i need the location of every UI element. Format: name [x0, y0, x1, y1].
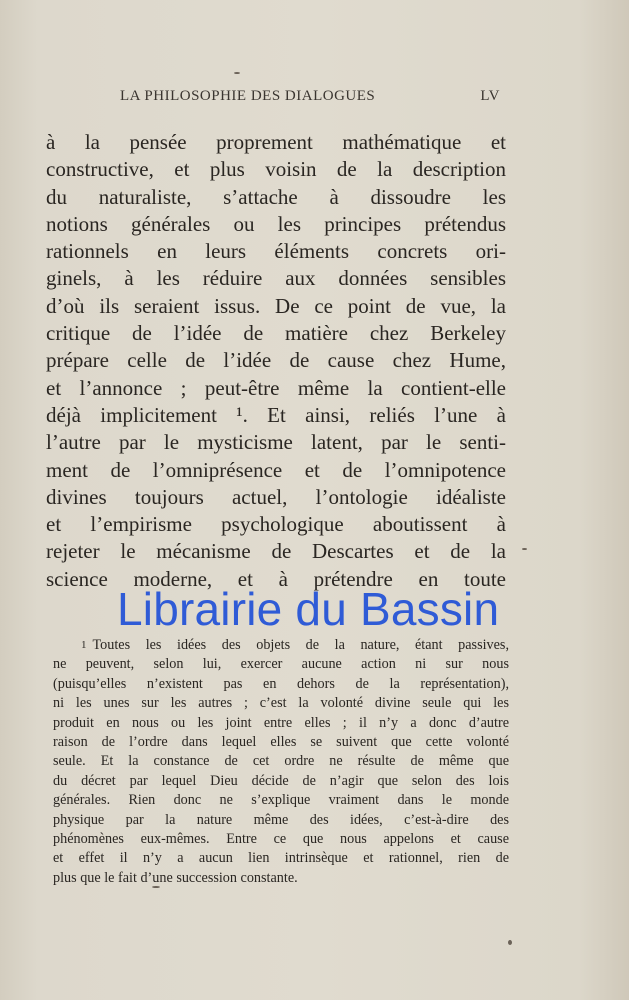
footnote-line: ne peuvent, selon lui, exercer aucune action ni sur nous [53, 656, 509, 673]
footnote-line: plus que le fait d’une succession constante. [53, 869, 298, 886]
footnote-line: seule. Et la constance de cet ordre ne résulte de même que [53, 753, 509, 770]
body-line: d’où ils seraient issus. De ce point de vue, la [46, 293, 506, 318]
paper-speck [152, 886, 160, 888]
paper-speck [508, 940, 512, 945]
body-text [46, 129, 506, 593]
footnote [53, 636, 509, 888]
body-line: rejeter le mécanisme de Descartes et de la [46, 539, 506, 564]
footnote-line: physique par la nature même des idées, c’est-à-dire des [53, 811, 509, 828]
body-line: science moderne, et à prétendre en toute [46, 566, 506, 591]
body-line: l’autre par le mysticisme latent, par le senti- [46, 430, 506, 455]
footnote-line: phénomènes eux-mêmes. Entre ce que nous appelons et cause [53, 830, 509, 847]
footnote-line: et effet il n’y a aucun lien intrinsèque et rationnel, rien de [53, 850, 509, 867]
footnote-line: raison de l’ordre dans lequel elles se suivent que cette volonté [53, 733, 509, 750]
body-line: et l’empirisme psychologique aboutissent à [46, 512, 506, 537]
body-line: rationnels en leurs éléments concrets ori- [46, 239, 506, 264]
running-title: LA PHILOSOPHIE DES DIALOGUES [120, 88, 376, 104]
page-number: LV [480, 88, 500, 104]
body-line: ginels, à les réduire aux données sensibles [46, 266, 506, 291]
body-line: ment de l’omniprésence et de l’omnipotence [46, 457, 506, 482]
footnote-line: produit en nous ou les joint entre elles ; il n’y a donc d’autre [53, 714, 509, 731]
body-line: notions générales ou les principes prétendus [46, 211, 506, 236]
footnote-line: du décret par lequel Dieu décide de n’agir que selon des lois [53, 772, 509, 789]
body-line: et l’annonce ; peut-être même la contient-elle [46, 375, 506, 400]
footnote-line: ni les unes sur les autres ; c’est la volonté divine seule qui les [53, 695, 509, 712]
body-line: critique de l’idée de matière chez Berkeley [46, 321, 506, 346]
body-line: déjà implicitement ¹. Et ainsi, reliés l’une à [46, 402, 506, 427]
paper-speck [234, 72, 240, 74]
watermark-text: Librairie du Bassin [117, 583, 500, 635]
body-line: du naturaliste, s’attache à dissoudre les [46, 184, 506, 209]
footnote-line: Toutes les idées des objets de la nature, étant passives, [92, 637, 509, 653]
footnote-line: (puisqu’elles n’existent pas en dehors de la représentation), [53, 675, 509, 692]
footnote-line: générales. Rien donc ne s’explique vraiment dans le monde [53, 792, 509, 809]
paper-speck [522, 548, 527, 550]
body-line: divines toujours actuel, l’ontologie idéaliste [46, 484, 506, 509]
body-line: à la pensée proprement mathématique et [46, 130, 506, 154]
body-line: constructive, et plus voisin de la description [46, 157, 506, 182]
body-line: prépare celle de l’idée de cause chez Hume, [46, 348, 506, 373]
page-header [120, 88, 500, 105]
footnote-first-line [53, 636, 509, 655]
footnote-marker: 1 [81, 639, 87, 651]
